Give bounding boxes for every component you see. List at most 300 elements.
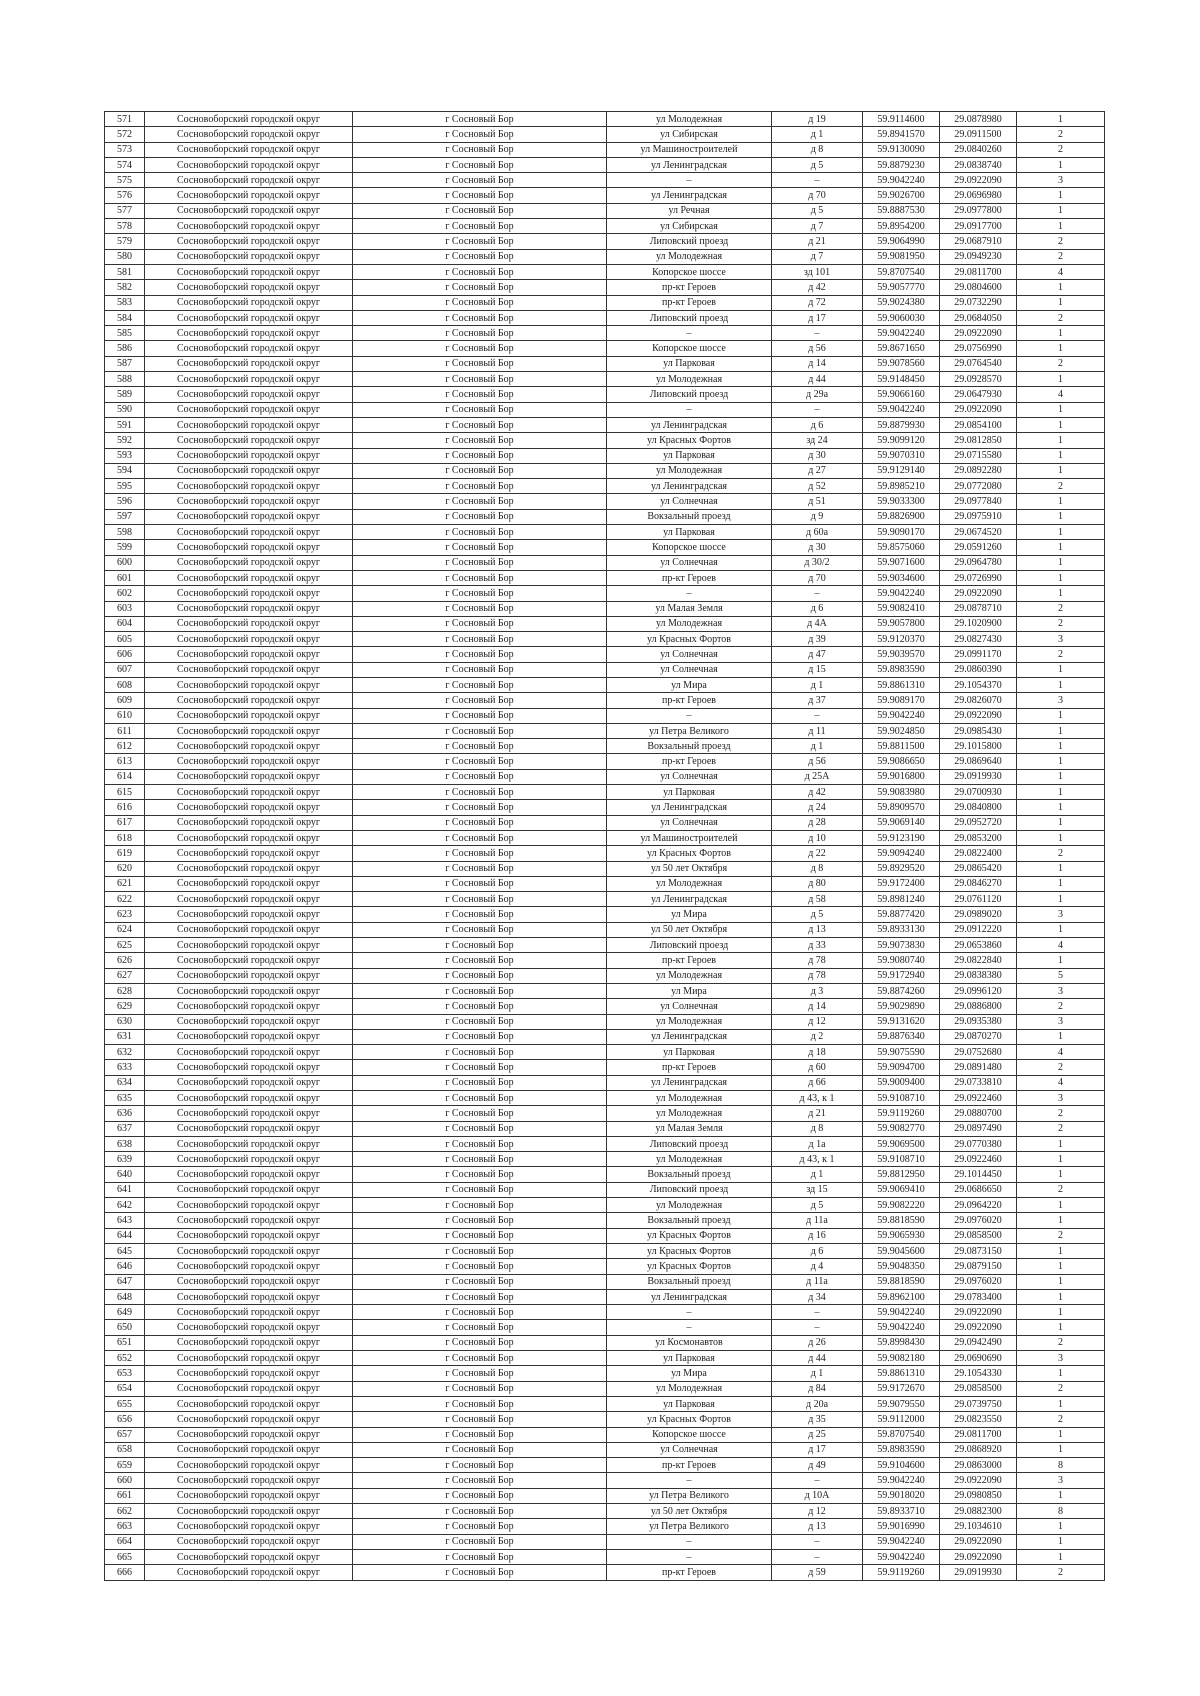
longitude-cell: 29.0647930 bbox=[940, 387, 1017, 402]
row-number: 648 bbox=[105, 1289, 145, 1304]
row-number: 662 bbox=[105, 1504, 145, 1519]
settlement-cell: г Сосновый Бор bbox=[353, 157, 607, 172]
table-row bbox=[105, 1519, 1105, 1534]
table-row bbox=[105, 219, 1105, 234]
street-cell: ул Машиностроителей bbox=[607, 830, 772, 845]
count-cell: 1 bbox=[1017, 815, 1105, 830]
count-cell: 1 bbox=[1017, 769, 1105, 784]
longitude-cell: 29.0985430 bbox=[940, 723, 1017, 738]
house-cell: д 58 bbox=[772, 892, 863, 907]
row-number: 641 bbox=[105, 1182, 145, 1197]
count-cell: 2 bbox=[1017, 647, 1105, 662]
latitude-cell: 59.8887530 bbox=[863, 203, 940, 218]
count-cell: 1 bbox=[1017, 540, 1105, 555]
latitude-cell: 59.9024850 bbox=[863, 723, 940, 738]
street-cell: ул Солнечная bbox=[607, 999, 772, 1014]
latitude-cell: 59.9057800 bbox=[863, 616, 940, 631]
longitude-cell: 29.0823550 bbox=[940, 1412, 1017, 1427]
longitude-cell: 29.0928570 bbox=[940, 372, 1017, 387]
settlement-cell: г Сосновый Бор bbox=[353, 387, 607, 402]
house-cell: д 70 bbox=[772, 570, 863, 585]
count-cell: 1 bbox=[1017, 570, 1105, 585]
count-cell: 1 bbox=[1017, 708, 1105, 723]
row-number: 664 bbox=[105, 1534, 145, 1549]
district-cell: Сосновоборский городской округ bbox=[145, 203, 353, 218]
table-row bbox=[105, 1106, 1105, 1121]
longitude-cell: 29.0726990 bbox=[940, 570, 1017, 585]
count-cell: 1 bbox=[1017, 295, 1105, 310]
latitude-cell: 59.9123190 bbox=[863, 830, 940, 845]
table-row bbox=[105, 142, 1105, 157]
settlement-cell: г Сосновый Бор bbox=[353, 1289, 607, 1304]
row-number: 652 bbox=[105, 1351, 145, 1366]
table-row bbox=[105, 739, 1105, 754]
street-cell: – bbox=[607, 173, 772, 188]
district-cell: Сосновоборский городской округ bbox=[145, 1045, 353, 1060]
settlement-cell: г Сосновый Бор bbox=[353, 983, 607, 998]
settlement-cell: г Сосновый Бор bbox=[353, 1167, 607, 1182]
row-number: 622 bbox=[105, 892, 145, 907]
row-number: 635 bbox=[105, 1091, 145, 1106]
district-cell: Сосновоборский городской округ bbox=[145, 1320, 353, 1335]
settlement-cell: г Сосновый Бор bbox=[353, 570, 607, 585]
latitude-cell: 59.9026700 bbox=[863, 188, 940, 203]
district-cell: Сосновоборский городской округ bbox=[145, 173, 353, 188]
row-number: 617 bbox=[105, 815, 145, 830]
district-cell: Сосновоборский городской округ bbox=[145, 1243, 353, 1258]
count-cell: 1 bbox=[1017, 509, 1105, 524]
count-cell: 1 bbox=[1017, 922, 1105, 937]
count-cell: 2 bbox=[1017, 310, 1105, 325]
street-cell: ул Парковая bbox=[607, 356, 772, 371]
row-number: 637 bbox=[105, 1121, 145, 1136]
table-row bbox=[105, 1305, 1105, 1320]
house-cell: д 28 bbox=[772, 815, 863, 830]
table-row bbox=[105, 1381, 1105, 1396]
latitude-cell: 59.8962100 bbox=[863, 1289, 940, 1304]
street-cell: ул Ленинградская bbox=[607, 1075, 772, 1090]
latitude-cell: 59.9089170 bbox=[863, 693, 940, 708]
district-cell: Сосновоборский городской округ bbox=[145, 525, 353, 540]
longitude-cell: 29.0696980 bbox=[940, 188, 1017, 203]
latitude-cell: 59.9081950 bbox=[863, 249, 940, 264]
settlement-cell: г Сосновый Бор bbox=[353, 632, 607, 647]
row-number: 603 bbox=[105, 601, 145, 616]
street-cell: ул Ленинградская bbox=[607, 1289, 772, 1304]
district-cell: Сосновоборский городской округ bbox=[145, 1335, 353, 1350]
longitude-cell: 29.0732290 bbox=[940, 295, 1017, 310]
house-cell: д 5 bbox=[772, 203, 863, 218]
latitude-cell: 59.9108710 bbox=[863, 1091, 940, 1106]
count-cell: 1 bbox=[1017, 1488, 1105, 1503]
longitude-cell: 29.0922090 bbox=[940, 1549, 1017, 1564]
district-cell: Сосновоборский городской округ bbox=[145, 876, 353, 891]
table-row bbox=[105, 540, 1105, 555]
row-number: 607 bbox=[105, 662, 145, 677]
district-cell: Сосновоборский городской округ bbox=[145, 693, 353, 708]
street-cell: ул Солнечная bbox=[607, 769, 772, 784]
table-row bbox=[105, 1182, 1105, 1197]
row-number: 582 bbox=[105, 280, 145, 295]
house-cell: д 70 bbox=[772, 188, 863, 203]
count-cell: 1 bbox=[1017, 1534, 1105, 1549]
street-cell: ул Молодежная bbox=[607, 1014, 772, 1029]
house-cell: д 7 bbox=[772, 249, 863, 264]
house-cell: д 6 bbox=[772, 1243, 863, 1258]
count-cell: 1 bbox=[1017, 739, 1105, 754]
latitude-cell: 59.9112000 bbox=[863, 1412, 940, 1427]
table-row bbox=[105, 1243, 1105, 1258]
house-cell: д 27 bbox=[772, 463, 863, 478]
latitude-cell: 59.9057770 bbox=[863, 280, 940, 295]
table-row bbox=[105, 754, 1105, 769]
settlement-cell: г Сосновый Бор bbox=[353, 601, 607, 616]
row-number: 575 bbox=[105, 173, 145, 188]
settlement-cell: г Сосновый Бор bbox=[353, 1045, 607, 1060]
settlement-cell: г Сосновый Бор bbox=[353, 372, 607, 387]
latitude-cell: 59.9082180 bbox=[863, 1351, 940, 1366]
longitude-cell: 29.0886800 bbox=[940, 999, 1017, 1014]
table-row bbox=[105, 1335, 1105, 1350]
street-cell: ул Солнечная bbox=[607, 815, 772, 830]
longitude-cell: 29.0764540 bbox=[940, 356, 1017, 371]
longitude-cell: 29.0812850 bbox=[940, 433, 1017, 448]
row-number: 659 bbox=[105, 1458, 145, 1473]
row-number: 591 bbox=[105, 417, 145, 432]
longitude-cell: 29.0922090 bbox=[940, 402, 1017, 417]
longitude-cell: 29.0865420 bbox=[940, 861, 1017, 876]
row-number: 627 bbox=[105, 968, 145, 983]
street-cell: ул Мира bbox=[607, 677, 772, 692]
table-row bbox=[105, 647, 1105, 662]
latitude-cell: 59.9073830 bbox=[863, 938, 940, 953]
settlement-cell: г Сосновый Бор bbox=[353, 846, 607, 861]
longitude-cell: 29.1020900 bbox=[940, 616, 1017, 631]
district-cell: Сосновоборский городской округ bbox=[145, 341, 353, 356]
district-cell: Сосновоборский городской округ bbox=[145, 326, 353, 341]
table-row bbox=[105, 280, 1105, 295]
table-row bbox=[105, 830, 1105, 845]
settlement-cell: г Сосновый Бор bbox=[353, 830, 607, 845]
street-cell: ул Парковая bbox=[607, 1396, 772, 1411]
district-cell: Сосновоборский городской округ bbox=[145, 953, 353, 968]
row-number: 656 bbox=[105, 1412, 145, 1427]
latitude-cell: 59.9060030 bbox=[863, 310, 940, 325]
house-cell: д 5 bbox=[772, 1198, 863, 1213]
settlement-cell: г Сосновый Бор bbox=[353, 1519, 607, 1534]
longitude-cell: 29.0772080 bbox=[940, 479, 1017, 494]
district-cell: Сосновоборский городской округ bbox=[145, 938, 353, 953]
row-number: 593 bbox=[105, 448, 145, 463]
longitude-cell: 29.0996120 bbox=[940, 983, 1017, 998]
longitude-cell: 29.0922460 bbox=[940, 1091, 1017, 1106]
street-cell: ул Молодежная bbox=[607, 1091, 772, 1106]
latitude-cell: 59.9172400 bbox=[863, 876, 940, 891]
street-cell: – bbox=[607, 1320, 772, 1335]
settlement-cell: г Сосновый Бор bbox=[353, 1106, 607, 1121]
longitude-cell: 29.0591260 bbox=[940, 540, 1017, 555]
street-cell: Копорское шоссе bbox=[607, 264, 772, 279]
latitude-cell: 59.9080740 bbox=[863, 953, 940, 968]
district-cell: Сосновоборский городской округ bbox=[145, 800, 353, 815]
table-row bbox=[105, 1060, 1105, 1075]
longitude-cell: 29.0783400 bbox=[940, 1289, 1017, 1304]
latitude-cell: 59.9042240 bbox=[863, 1473, 940, 1488]
row-number: 581 bbox=[105, 264, 145, 279]
house-cell: д 10А bbox=[772, 1488, 863, 1503]
table-row bbox=[105, 1320, 1105, 1335]
street-cell: ул Солнечная bbox=[607, 647, 772, 662]
district-cell: Сосновоборский городской округ bbox=[145, 1519, 353, 1534]
table-row bbox=[105, 310, 1105, 325]
latitude-cell: 59.8818590 bbox=[863, 1274, 940, 1289]
row-number: 601 bbox=[105, 570, 145, 585]
count-cell: 1 bbox=[1017, 1167, 1105, 1182]
settlement-cell: г Сосновый Бор bbox=[353, 785, 607, 800]
street-cell: ул Ленинградская bbox=[607, 188, 772, 203]
settlement-cell: г Сосновый Бор bbox=[353, 280, 607, 295]
house-cell: д 35 bbox=[772, 1412, 863, 1427]
street-cell: ул Ленинградская bbox=[607, 479, 772, 494]
house-cell: д 60а bbox=[772, 525, 863, 540]
street-cell: ул Петра Великого bbox=[607, 723, 772, 738]
count-cell: 2 bbox=[1017, 601, 1105, 616]
longitude-cell: 29.0761120 bbox=[940, 892, 1017, 907]
district-cell: Сосновоборский городской округ bbox=[145, 1121, 353, 1136]
row-number: 610 bbox=[105, 708, 145, 723]
district-cell: Сосновоборский городской округ bbox=[145, 1488, 353, 1503]
row-number: 609 bbox=[105, 693, 145, 708]
house-cell: д 30 bbox=[772, 448, 863, 463]
settlement-cell: г Сосновый Бор bbox=[353, 647, 607, 662]
house-cell: д 21 bbox=[772, 1106, 863, 1121]
longitude-cell: 29.0922090 bbox=[940, 708, 1017, 723]
table-row bbox=[105, 387, 1105, 402]
table-row bbox=[105, 1504, 1105, 1519]
street-cell: ул Красных Фортов bbox=[607, 632, 772, 647]
count-cell: 3 bbox=[1017, 1473, 1105, 1488]
table-row bbox=[105, 1152, 1105, 1167]
count-cell: 1 bbox=[1017, 494, 1105, 509]
row-number: 579 bbox=[105, 234, 145, 249]
table-row bbox=[105, 907, 1105, 922]
district-cell: Сосновоборский городской округ bbox=[145, 739, 353, 754]
longitude-cell: 29.0976020 bbox=[940, 1213, 1017, 1228]
table-row bbox=[105, 1045, 1105, 1060]
street-cell: ул Молодежная bbox=[607, 876, 772, 891]
settlement-cell: г Сосновый Бор bbox=[353, 356, 607, 371]
latitude-cell: 59.9172670 bbox=[863, 1381, 940, 1396]
street-cell: ул Ленинградская bbox=[607, 417, 772, 432]
count-cell: 4 bbox=[1017, 387, 1105, 402]
row-number: 644 bbox=[105, 1228, 145, 1243]
street-cell: ул Солнечная bbox=[607, 494, 772, 509]
street-cell: Копорское шоссе bbox=[607, 540, 772, 555]
district-cell: Сосновоборский городской округ bbox=[145, 708, 353, 723]
row-number: 594 bbox=[105, 463, 145, 478]
count-cell: 1 bbox=[1017, 280, 1105, 295]
longitude-cell: 29.0922460 bbox=[940, 1152, 1017, 1167]
latitude-cell: 59.9079550 bbox=[863, 1396, 940, 1411]
longitude-cell: 29.0690690 bbox=[940, 1351, 1017, 1366]
row-number: 666 bbox=[105, 1565, 145, 1580]
count-cell: 2 bbox=[1017, 1121, 1105, 1136]
settlement-cell: г Сосновый Бор bbox=[353, 1029, 607, 1044]
settlement-cell: г Сосновый Бор bbox=[353, 203, 607, 218]
street-cell: ул Малая Земля bbox=[607, 601, 772, 616]
street-cell: ул Мира bbox=[607, 1366, 772, 1381]
district-cell: Сосновоборский городской округ bbox=[145, 1106, 353, 1121]
table-row bbox=[105, 203, 1105, 218]
table-row bbox=[105, 433, 1105, 448]
count-cell: 1 bbox=[1017, 830, 1105, 845]
latitude-cell: 59.9042240 bbox=[863, 402, 940, 417]
district-cell: Сосновоборский городской округ bbox=[145, 356, 353, 371]
row-number: 574 bbox=[105, 157, 145, 172]
count-cell: 2 bbox=[1017, 1106, 1105, 1121]
longitude-cell: 29.0811700 bbox=[940, 1427, 1017, 1442]
latitude-cell: 59.9069140 bbox=[863, 815, 940, 830]
house-cell: д 8 bbox=[772, 142, 863, 157]
longitude-cell: 29.0980850 bbox=[940, 1488, 1017, 1503]
street-cell: ул Петра Великого bbox=[607, 1488, 772, 1503]
count-cell: 1 bbox=[1017, 876, 1105, 891]
count-cell: 2 bbox=[1017, 249, 1105, 264]
street-cell: ул Молодежная bbox=[607, 249, 772, 264]
table-row bbox=[105, 188, 1105, 203]
settlement-cell: г Сосновый Бор bbox=[353, 953, 607, 968]
row-number: 626 bbox=[105, 953, 145, 968]
row-number: 655 bbox=[105, 1396, 145, 1411]
district-cell: Сосновоборский городской округ bbox=[145, 1504, 353, 1519]
latitude-cell: 59.9042240 bbox=[863, 326, 940, 341]
longitude-cell: 29.0922090 bbox=[940, 1534, 1017, 1549]
street-cell: ул Красных Фортов bbox=[607, 433, 772, 448]
table-row bbox=[105, 861, 1105, 876]
latitude-cell: 59.9069410 bbox=[863, 1182, 940, 1197]
row-number: 631 bbox=[105, 1029, 145, 1044]
row-number: 636 bbox=[105, 1106, 145, 1121]
settlement-cell: г Сосновый Бор bbox=[353, 127, 607, 142]
house-cell: д 30/2 bbox=[772, 555, 863, 570]
longitude-cell: 29.0977800 bbox=[940, 203, 1017, 218]
longitude-cell: 29.0846270 bbox=[940, 876, 1017, 891]
data-table bbox=[104, 111, 1105, 1581]
latitude-cell: 59.9131620 bbox=[863, 1014, 940, 1029]
table-row bbox=[105, 785, 1105, 800]
house-cell: – bbox=[772, 1320, 863, 1335]
district-cell: Сосновоборский городской округ bbox=[145, 1366, 353, 1381]
house-cell: д 66 bbox=[772, 1075, 863, 1090]
count-cell: 1 bbox=[1017, 326, 1105, 341]
street-cell: ул Ленинградская bbox=[607, 157, 772, 172]
street-cell: пр-кт Героев bbox=[607, 953, 772, 968]
district-cell: Сосновоборский городской округ bbox=[145, 1427, 353, 1442]
longitude-cell: 29.0976020 bbox=[940, 1274, 1017, 1289]
row-number: 628 bbox=[105, 983, 145, 998]
latitude-cell: 59.9148450 bbox=[863, 372, 940, 387]
table-row bbox=[105, 234, 1105, 249]
house-cell: д 1 bbox=[772, 1366, 863, 1381]
longitude-cell: 29.0922090 bbox=[940, 173, 1017, 188]
street-cell: ул Молодежная bbox=[607, 1152, 772, 1167]
row-number: 584 bbox=[105, 310, 145, 325]
longitude-cell: 29.0897490 bbox=[940, 1121, 1017, 1136]
longitude-cell: 29.0863000 bbox=[940, 1458, 1017, 1473]
settlement-cell: г Сосновый Бор bbox=[353, 586, 607, 601]
table-row bbox=[105, 938, 1105, 953]
house-cell: д 80 bbox=[772, 876, 863, 891]
house-cell: д 37 bbox=[772, 693, 863, 708]
street-cell: ул 50 лет Октября bbox=[607, 1504, 772, 1519]
count-cell: 3 bbox=[1017, 693, 1105, 708]
latitude-cell: 59.9070310 bbox=[863, 448, 940, 463]
longitude-cell: 29.0935380 bbox=[940, 1014, 1017, 1029]
row-number: 590 bbox=[105, 402, 145, 417]
settlement-cell: г Сосновый Бор bbox=[353, 433, 607, 448]
street-cell: Липовский проезд bbox=[607, 387, 772, 402]
table-row bbox=[105, 1091, 1105, 1106]
district-cell: Сосновоборский городской округ bbox=[145, 1167, 353, 1182]
district-cell: Сосновоборский городской округ bbox=[145, 387, 353, 402]
district-cell: Сосновоборский городской округ bbox=[145, 601, 353, 616]
latitude-cell: 59.8877420 bbox=[863, 907, 940, 922]
table-row bbox=[105, 249, 1105, 264]
district-cell: Сосновоборский городской округ bbox=[145, 616, 353, 631]
district-cell: Сосновоборский городской округ bbox=[145, 157, 353, 172]
longitude-cell: 29.0892280 bbox=[940, 463, 1017, 478]
longitude-cell: 29.0822400 bbox=[940, 846, 1017, 861]
longitude-cell: 29.0770380 bbox=[940, 1136, 1017, 1151]
latitude-cell: 59.9082770 bbox=[863, 1121, 940, 1136]
longitude-cell: 29.0882300 bbox=[940, 1504, 1017, 1519]
latitude-cell: 59.9033300 bbox=[863, 494, 940, 509]
street-cell: ул Космонавтов bbox=[607, 1335, 772, 1350]
street-cell: – bbox=[607, 1534, 772, 1549]
row-number: 651 bbox=[105, 1335, 145, 1350]
latitude-cell: 59.9090170 bbox=[863, 525, 940, 540]
district-cell: Сосновоборский городской округ bbox=[145, 830, 353, 845]
row-number: 660 bbox=[105, 1473, 145, 1488]
settlement-cell: г Сосновый Бор bbox=[353, 1305, 607, 1320]
count-cell: 3 bbox=[1017, 1351, 1105, 1366]
house-cell: д 72 bbox=[772, 295, 863, 310]
count-cell: 1 bbox=[1017, 1549, 1105, 1564]
house-cell: д 13 bbox=[772, 922, 863, 937]
district-cell: Сосновоборский городской округ bbox=[145, 769, 353, 784]
longitude-cell: 29.1015800 bbox=[940, 739, 1017, 754]
table-row bbox=[105, 769, 1105, 784]
settlement-cell: г Сосновый Бор bbox=[353, 815, 607, 830]
row-number: 583 bbox=[105, 295, 145, 310]
table-row bbox=[105, 983, 1105, 998]
count-cell: 1 bbox=[1017, 1198, 1105, 1213]
longitude-cell: 29.0838740 bbox=[940, 157, 1017, 172]
house-cell: д 29а bbox=[772, 387, 863, 402]
longitude-cell: 29.0804600 bbox=[940, 280, 1017, 295]
count-cell: 1 bbox=[1017, 785, 1105, 800]
count-cell: 1 bbox=[1017, 1136, 1105, 1151]
house-cell: д 43, к 1 bbox=[772, 1091, 863, 1106]
street-cell: ул Молодежная bbox=[607, 1198, 772, 1213]
street-cell: Липовский проезд bbox=[607, 938, 772, 953]
table-row bbox=[105, 570, 1105, 585]
count-cell: 2 bbox=[1017, 1565, 1105, 1580]
table-row bbox=[105, 1213, 1105, 1228]
table-row bbox=[105, 922, 1105, 937]
table-row bbox=[105, 968, 1105, 983]
house-cell: д 78 bbox=[772, 968, 863, 983]
